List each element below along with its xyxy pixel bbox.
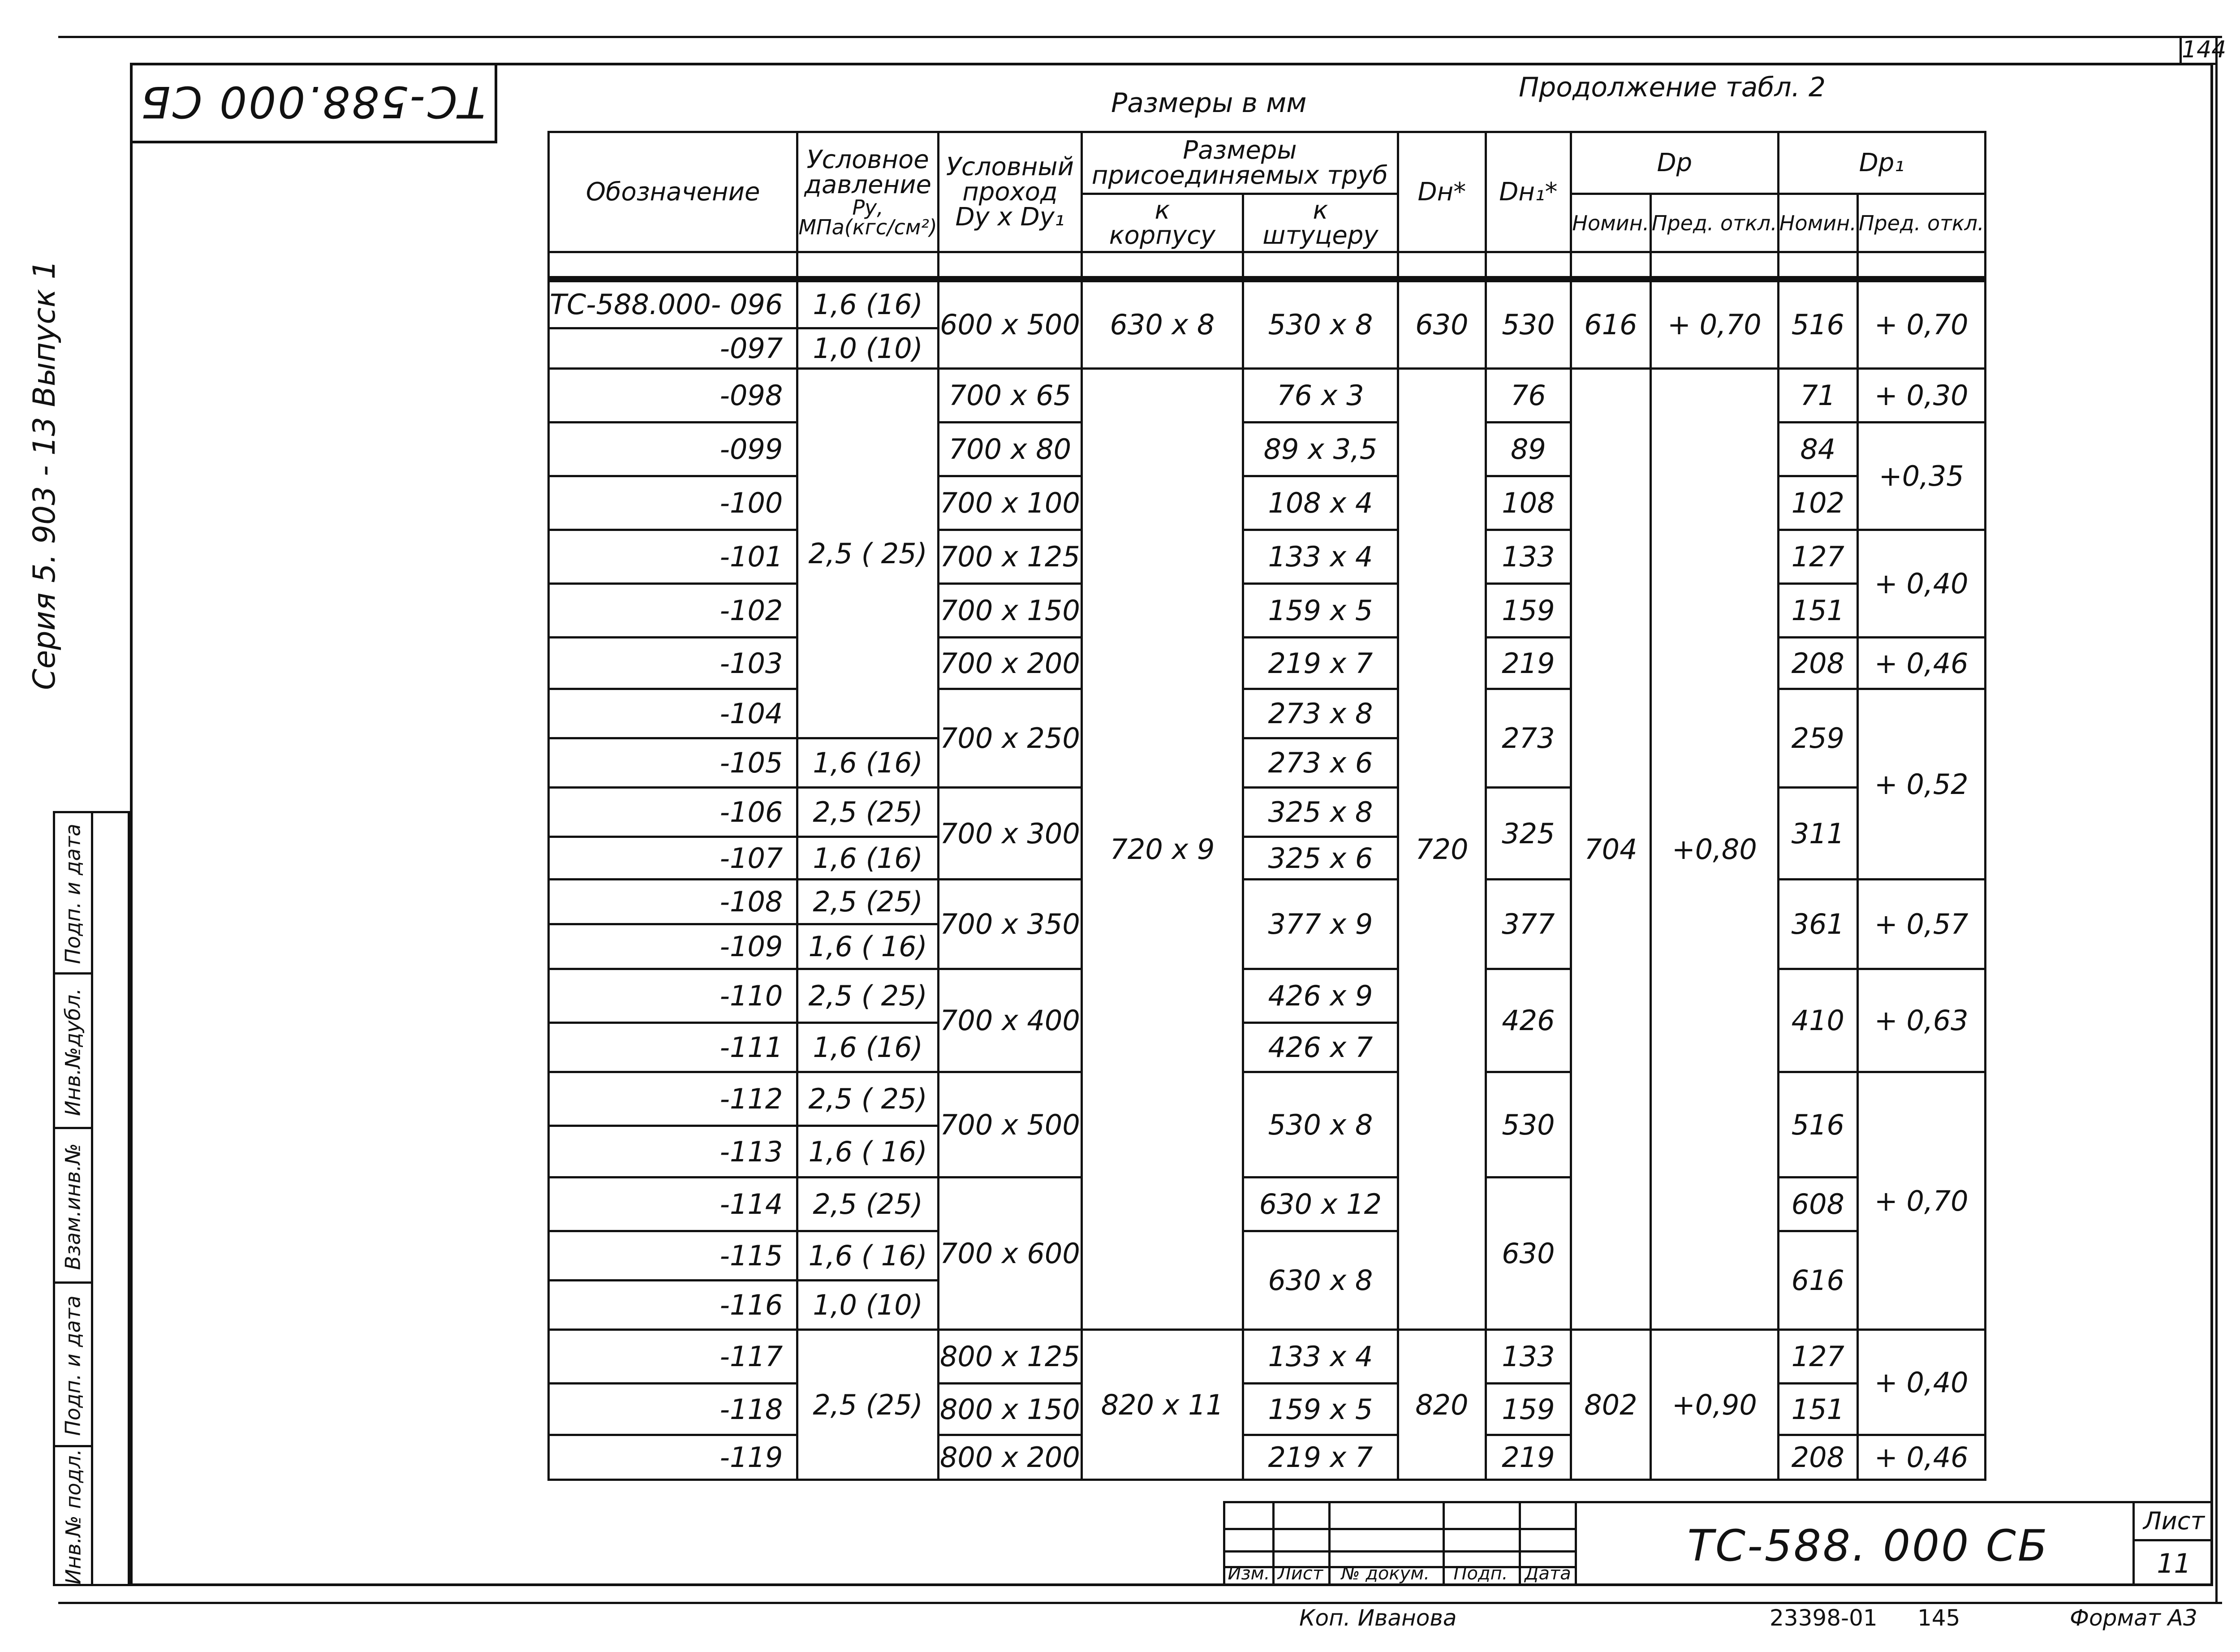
dr1-nominal-cell: 151	[1778, 1384, 1857, 1435]
passage-cell: 700 x 600	[938, 1178, 1081, 1330]
table-row-designation: -108	[549, 880, 797, 924]
header-dr1: Dр₁	[1778, 132, 1985, 194]
dr-nominal-cell: 802	[1571, 1330, 1650, 1480]
dr1-nominal-cell: 311	[1778, 788, 1857, 880]
dr1-tolerance-cell: + 0,46	[1857, 1435, 1985, 1480]
pressure-cell: 1,6 ( 16)	[797, 924, 939, 969]
pressure-cell: 1,6 ( 16)	[797, 1231, 939, 1281]
table-row-designation: -117	[549, 1330, 797, 1384]
header-dn1: Dн₁*	[1486, 132, 1571, 252]
dr1-nominal-cell: 127	[1778, 530, 1857, 584]
table-row-designation: -105	[549, 738, 797, 788]
side-label-sign-date: Подп. и дата	[61, 1295, 86, 1436]
dr1-tolerance-cell: + 0,46	[1857, 638, 1985, 689]
outer-border-bottom	[58, 1602, 2222, 1604]
dr1-tolerance-cell: + 0,57	[1857, 880, 1985, 969]
dr1-nominal-cell: 516	[1778, 1072, 1857, 1178]
dn1-cell: 273	[1486, 689, 1571, 788]
dn1-cell: 159	[1486, 1384, 1571, 1435]
pressure-cell: 1,0 (10)	[797, 1281, 939, 1330]
continuation-caption: Продолжение табл. 2	[1519, 72, 1826, 103]
dn1-cell: 219	[1486, 638, 1571, 689]
pressure-cell: 2,5 (25)	[797, 1330, 939, 1480]
passage-cell: 700 x 100	[938, 476, 1081, 530]
passage-cell: 700 x 65	[938, 369, 1081, 423]
top-stamp-box	[130, 63, 497, 143]
passage-cell: 700 x 300	[938, 788, 1081, 880]
outer-border-right	[2215, 36, 2218, 1604]
fitting-pipe-cell: 530 x 8	[1243, 1072, 1398, 1178]
dimensions-table	[547, 131, 1986, 1481]
dn1-cell: 89	[1486, 423, 1571, 476]
dr1-tolerance-cell: + 0,63	[1857, 969, 1985, 1072]
dn1-cell: 159	[1486, 584, 1571, 638]
fitting-pipe-cell: 108 x 4	[1243, 476, 1398, 530]
dn1-cell: 377	[1486, 880, 1571, 969]
dr1-tolerance-cell: + 0,52	[1857, 689, 1985, 880]
table-row-designation: -116	[549, 1281, 797, 1330]
dr1-nominal-cell: 127	[1778, 1330, 1857, 1384]
fitting-pipe-cell: 219 x 7	[1243, 638, 1398, 689]
pressure-cell: 1,6 (16)	[797, 279, 939, 328]
dn1-cell: 133	[1486, 1330, 1571, 1384]
pressure-cell: 2,5 ( 25)	[797, 1072, 939, 1126]
table-row-designation: -115	[549, 1231, 797, 1281]
pressure-cell: 1,6 ( 16)	[797, 1126, 939, 1178]
header-pipe-sizes: Размеры присоединяемых труб	[1081, 132, 1398, 194]
copied-by: Коп. Иванова	[1299, 1605, 1457, 1631]
document-number-label: № докум.	[1341, 1563, 1430, 1584]
table-row-designation: -114	[549, 1178, 797, 1231]
table-row-designation: -098	[549, 369, 797, 423]
side-label-inv-orig: Инв.№ подл.	[61, 1449, 86, 1585]
passage-cell: 600 x 500	[938, 279, 1081, 369]
fitting-pipe-cell: 377 x 9	[1243, 880, 1398, 969]
pressure-cell: 1,6 (16)	[797, 1023, 939, 1072]
header-dn: Dн*	[1398, 132, 1486, 252]
table-row-designation: -101	[549, 530, 797, 584]
header-designation: Обозначение	[549, 132, 797, 252]
table-row-designation: -106	[549, 788, 797, 837]
dn1-cell: 325	[1486, 788, 1571, 880]
header-dr1-nominal: Номин.	[1778, 194, 1857, 252]
table-row-designation: -110	[549, 969, 797, 1023]
fitting-pipe-cell: 325 x 6	[1243, 837, 1398, 880]
side-label-sign-date-top: Подп. и дата	[61, 824, 86, 964]
footer-page: 145	[1917, 1605, 1960, 1631]
dr-tolerance-cell: +0,80	[1650, 369, 1778, 1330]
fitting-pipe-cell: 630 x 12	[1243, 1178, 1398, 1231]
dn1-cell: 219	[1486, 1435, 1571, 1480]
header-dr-tolerance: Пред. откл.	[1650, 194, 1778, 252]
pressure-cell: 2,5 (25)	[797, 788, 939, 837]
pressure-cell: 1,0 (10)	[797, 328, 939, 369]
dr1-tolerance-cell: + 0,30	[1857, 369, 1985, 423]
dr1-tolerance-cell: + 0,70	[1857, 1072, 1985, 1330]
passage-cell: 700 x 500	[938, 1072, 1081, 1178]
dn1-cell: 426	[1486, 969, 1571, 1072]
table-row-designation: -119	[549, 1435, 797, 1480]
dn1-cell: 133	[1486, 530, 1571, 584]
header-to-fitting: к штуцеру	[1243, 194, 1398, 252]
header-pressure: Условное давление Ру, МПа(кгс/см²)	[797, 132, 939, 252]
series-label: Серия 5. 903 - 13 Выпуск 1	[27, 260, 62, 690]
table-row-designation: -103	[549, 638, 797, 689]
passage-cell: 800 x 200	[938, 1435, 1081, 1480]
body-pipe-cell: 630 x 8	[1081, 279, 1243, 369]
fitting-pipe-cell: 426 x 9	[1243, 969, 1398, 1023]
sheet-box	[2132, 1501, 2213, 1586]
pressure-cell: 2,5 ( 25)	[797, 369, 939, 738]
dr1-nominal-cell: 410	[1778, 969, 1857, 1072]
sheet-label: Лист	[2143, 1507, 2205, 1535]
header-dr1-tolerance: Пред. откл.	[1857, 194, 1985, 252]
header-to-body: к корпусу	[1081, 194, 1243, 252]
dr1-tolerance-cell: +0,35	[1857, 423, 1985, 530]
pressure-cell: 1,6 (16)	[797, 738, 939, 788]
table-row-designation: -099	[549, 423, 797, 476]
passage-cell: 800 x 125	[938, 1330, 1081, 1384]
fitting-pipe-cell: 89 x 3,5	[1243, 423, 1398, 476]
dn1-cell: 108	[1486, 476, 1571, 530]
fitting-pipe-cell: 219 x 7	[1243, 1435, 1398, 1480]
passage-cell: 700 x 200	[938, 638, 1081, 689]
table-row-designation: -107	[549, 837, 797, 880]
top-stamp: ТС-588.000 СБ	[139, 77, 486, 127]
fitting-pipe-cell: 159 x 5	[1243, 1384, 1398, 1435]
title-block	[1223, 1501, 2213, 1586]
page-number-box	[2180, 36, 2227, 65]
fitting-pipe-cell: 426 x 7	[1243, 1023, 1398, 1072]
side-label-replace-inv: Взам.инв.№	[61, 1143, 86, 1270]
passage-cell: 800 x 150	[938, 1384, 1081, 1435]
fitting-pipe-cell: 76 x 3	[1243, 369, 1398, 423]
dr1-nominal-cell: 616	[1778, 1231, 1857, 1330]
units-caption: Размеры в мм	[1111, 87, 1307, 119]
passage-cell: 700 x 400	[938, 969, 1081, 1072]
passage-cell: 700 x 80	[938, 423, 1081, 476]
dr-nominal-cell: 616	[1571, 279, 1650, 369]
pressure-cell: 2,5 ( 25)	[797, 969, 939, 1023]
dn1-cell: 530	[1486, 279, 1571, 369]
dn1-cell: 530	[1486, 1072, 1571, 1178]
dr-tolerance-cell: +0,90	[1650, 1330, 1778, 1480]
fitting-pipe-cell: 159 x 5	[1243, 584, 1398, 638]
table-row-designation: ТС-588.000- 096	[549, 279, 797, 328]
dr1-nominal-cell: 71	[1778, 369, 1857, 423]
dr-nominal-cell: 704	[1571, 369, 1650, 1330]
fitting-pipe-cell: 325 x 8	[1243, 788, 1398, 837]
table-row-designation: -102	[549, 584, 797, 638]
sheet-col-label: Лист	[1277, 1563, 1323, 1584]
header-dr-nominal: Номин.	[1571, 194, 1650, 252]
outer-border-top	[58, 36, 2222, 38]
table-row-designation: -097	[549, 328, 797, 369]
table-row-designation: -118	[549, 1384, 797, 1435]
passage-cell: 700 x 150	[938, 584, 1081, 638]
dr1-tolerance-cell: + 0,40	[1857, 1330, 1985, 1435]
dn-cell: 720	[1398, 369, 1486, 1330]
body-pipe-cell: 820 x 11	[1081, 1330, 1243, 1480]
dr1-tolerance-cell: + 0,40	[1857, 530, 1985, 638]
dn-cell: 630	[1398, 279, 1486, 369]
pressure-cell: 2,5 (25)	[797, 880, 939, 924]
dr1-nominal-cell: 208	[1778, 638, 1857, 689]
dr1-nominal-cell: 151	[1778, 584, 1857, 638]
fitting-pipe-cell: 133 x 4	[1243, 530, 1398, 584]
table-row-designation: -104	[549, 689, 797, 738]
body-pipe-cell: 720 x 9	[1081, 369, 1243, 1330]
date-label: Дата	[1525, 1563, 1571, 1584]
header-passage: Условный проход Dу x Dу₁	[938, 132, 1081, 252]
dr1-nominal-cell: 259	[1778, 689, 1857, 788]
dr1-nominal-cell: 516	[1778, 279, 1857, 369]
dn-cell: 820	[1398, 1330, 1486, 1480]
revision-grid	[1223, 1501, 1577, 1586]
fitting-pipe-cell: 273 x 8	[1243, 689, 1398, 738]
dr1-nominal-cell: 361	[1778, 880, 1857, 969]
passage-cell: 700 x 350	[938, 880, 1081, 969]
page-number: 144	[2182, 36, 2227, 63]
pressure-cell: 2,5 (25)	[797, 1178, 939, 1231]
document-code: ТС-588. 000 СБ	[1577, 1501, 2159, 1588]
side-label-dup-inv: Инв.№дубл.	[61, 988, 86, 1116]
pressure-cell: 1,6 (16)	[797, 837, 939, 880]
signature-label: Подп.	[1453, 1563, 1508, 1584]
dr1-nominal-cell: 102	[1778, 476, 1857, 530]
doc-number: 23398-01	[1770, 1605, 1878, 1631]
fitting-pipe-cell: 630 x 8	[1243, 1231, 1398, 1330]
dn1-cell: 630	[1486, 1178, 1571, 1330]
table-row-designation: -111	[549, 1023, 797, 1072]
header-dr: Dр	[1571, 132, 1778, 194]
format-label: Формат А3	[2070, 1605, 2197, 1631]
table-row-designation: -112	[549, 1072, 797, 1126]
table-row-designation: -100	[549, 476, 797, 530]
dr-tolerance-cell: + 0,70	[1650, 279, 1778, 369]
dr1-nominal-cell: 84	[1778, 423, 1857, 476]
table-row-designation: -113	[549, 1126, 797, 1178]
passage-cell: 700 x 250	[938, 689, 1081, 788]
dr1-tolerance-cell: + 0,70	[1857, 279, 1985, 369]
dn1-cell: 76	[1486, 369, 1571, 423]
revision-label: Изм.	[1228, 1563, 1270, 1584]
fitting-pipe-cell: 530 x 8	[1243, 279, 1398, 369]
dr1-nominal-cell: 608	[1778, 1178, 1857, 1231]
sheet-number: 11	[2157, 1548, 2191, 1579]
table-row-designation: -109	[549, 924, 797, 969]
dr1-nominal-cell: 208	[1778, 1435, 1857, 1480]
side-strip	[53, 811, 130, 1586]
passage-cell: 700 x 125	[938, 530, 1081, 584]
fitting-pipe-cell: 273 x 6	[1243, 738, 1398, 788]
fitting-pipe-cell: 133 x 4	[1243, 1330, 1398, 1384]
